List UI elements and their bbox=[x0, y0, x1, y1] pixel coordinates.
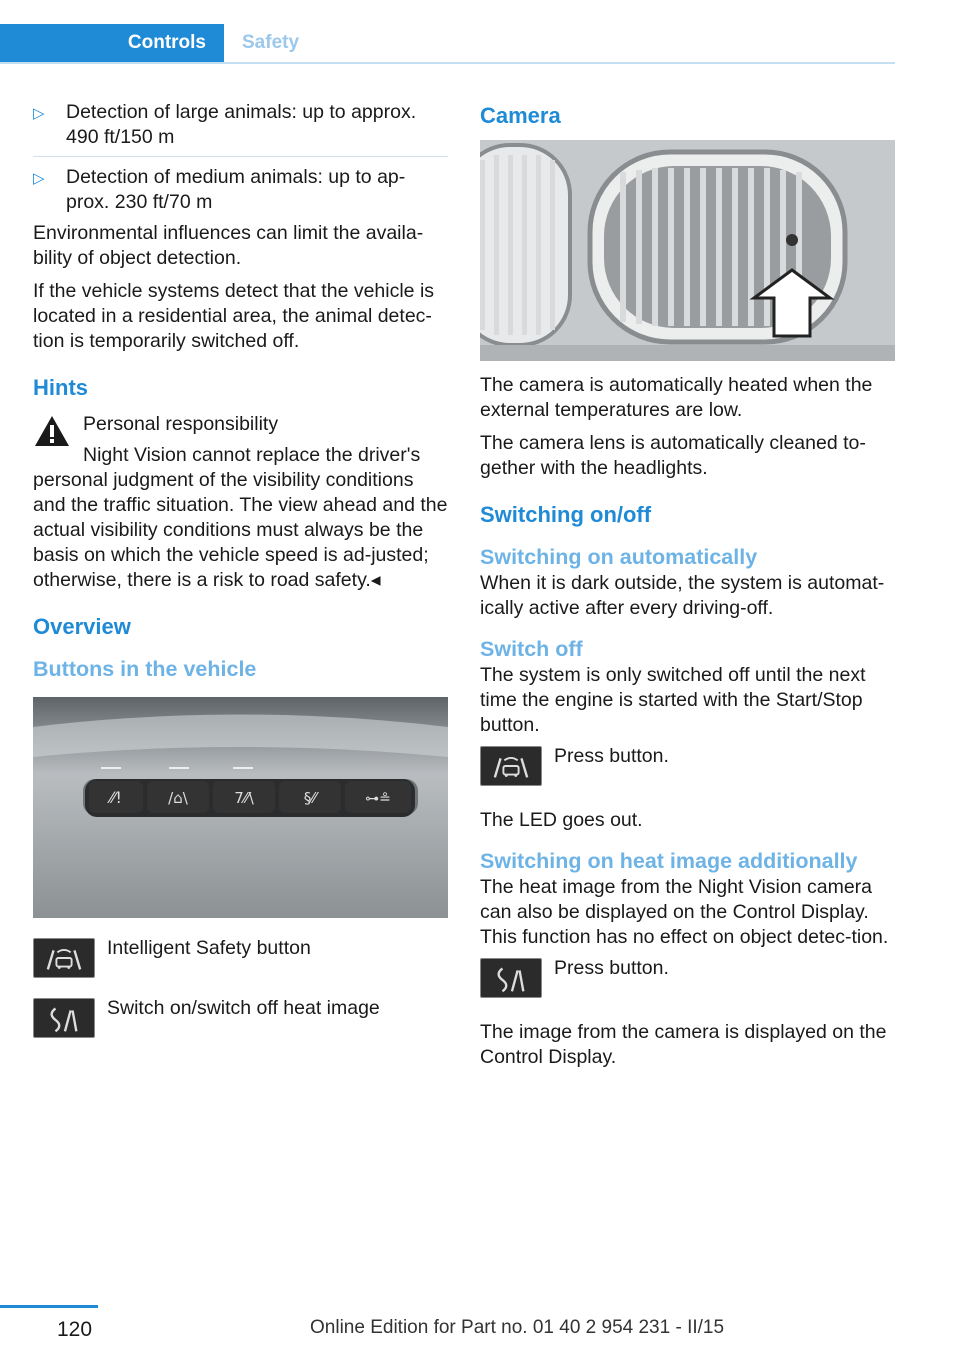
tab-safety[interactable]: Safety bbox=[242, 32, 300, 53]
right-column bbox=[480, 100, 895, 1078]
press-button-label: Press button. bbox=[554, 957, 669, 979]
left-column bbox=[33, 100, 448, 1058]
paragraph: The LED goes out. bbox=[480, 809, 643, 831]
warning-triangle-icon bbox=[33, 414, 71, 448]
paragraph: The image from the camera is displayed on the Control Display. bbox=[480, 1021, 887, 1068]
section-heading-camera: Camera bbox=[480, 103, 561, 128]
section-heading-overview: Overview bbox=[33, 614, 131, 639]
paragraph: The camera is automatically heated when the external temperatures are low. bbox=[480, 374, 873, 421]
header-tabbar bbox=[0, 24, 895, 64]
icon-row-label: Switch on/switch off heat image bbox=[107, 997, 380, 1019]
paragraph: When it is dark outside, the system is automat‐ically active after every driving-off. bbox=[480, 572, 885, 619]
paragraph: The camera lens is automatically cleaned to‐gether with the headlights. bbox=[480, 432, 866, 479]
section-heading-switching: Switching on/off bbox=[480, 502, 652, 527]
edition-text: Online Edition for Part no. 01 40 2 954 231 - II/15 bbox=[310, 1317, 725, 1338]
svg-text:⁄⁄!: ⁄⁄! bbox=[110, 788, 122, 807]
bullet-text: Detection of large animals: up to approx. 490 ft/150 m bbox=[66, 101, 417, 148]
svg-text:§⁄⁄: §⁄⁄ bbox=[303, 789, 317, 807]
buttons-in-vehicle-image bbox=[33, 697, 448, 918]
icon-row-intelligent-safety bbox=[33, 938, 448, 982]
paragraph: If the vehicle systems detect that the vehicle is located in a residential area, the animal detec‐tion is temporarily switched off. bbox=[33, 280, 435, 352]
warning-title: Personal responsibility bbox=[83, 413, 279, 435]
heat-image-icon bbox=[33, 998, 95, 1038]
subheading-heat-image: Switching on heat image additionally bbox=[480, 849, 858, 873]
warning-text: Night Vision cannot replace the driver's personal judgment of the visibility conditions and the traffic situation. The view ahead and the actual visibility conditions must always be the basis on which the vehicle speed is ad‐justed; otherwise, there is a risk to road safety.◂ bbox=[33, 444, 448, 591]
bullet-text: Detection of medium animals: up to ap‐prox. 230 ft/70 m bbox=[66, 166, 406, 213]
svg-text:⊶≗: ⊶≗ bbox=[365, 791, 391, 807]
paragraph: Environmental influences can limit the availa‐bility of object detection. bbox=[33, 222, 424, 269]
heat-image-icon bbox=[480, 958, 542, 998]
subheading-buttons: Buttons in the vehicle bbox=[33, 657, 257, 681]
divider bbox=[33, 156, 448, 157]
intelligent-safety-icon bbox=[480, 746, 542, 786]
press-button-label: Press button. bbox=[554, 745, 669, 767]
page-number: 120 bbox=[57, 1318, 93, 1341]
icon-row-press-heat-image bbox=[480, 958, 895, 1004]
camera-grille-image bbox=[480, 140, 895, 361]
subheading-switching-auto: Switching on automatically bbox=[480, 545, 758, 569]
list-item bbox=[33, 100, 448, 150]
icon-row-label: Intelligent Safety button bbox=[107, 937, 311, 959]
subheading-switch-off: Switch off bbox=[480, 637, 583, 661]
svg-text:/⌂\: /⌂\ bbox=[168, 789, 188, 807]
triangle-bullet-icon: ▷ bbox=[33, 170, 45, 187]
icon-row-press-intelligent-safety bbox=[480, 746, 895, 792]
intelligent-safety-icon bbox=[33, 938, 95, 978]
footer-rule bbox=[0, 1305, 98, 1308]
svg-text:7⁄⁄\: 7⁄⁄\ bbox=[234, 789, 254, 807]
icon-row-heat-image bbox=[33, 998, 448, 1042]
tab-controls[interactable]: Controls bbox=[0, 24, 224, 62]
warning-block bbox=[33, 412, 448, 593]
section-heading-hints: Hints bbox=[33, 375, 88, 400]
triangle-bullet-icon: ▷ bbox=[33, 105, 45, 122]
list-item bbox=[33, 165, 448, 215]
paragraph: The system is only switched off until the next time the engine is started with the Start/Stop button. bbox=[480, 664, 866, 736]
paragraph: The heat image from the Night Vision camera can also be displayed on the Control Display. This function has no effect on object detec‐tion. bbox=[480, 876, 889, 948]
